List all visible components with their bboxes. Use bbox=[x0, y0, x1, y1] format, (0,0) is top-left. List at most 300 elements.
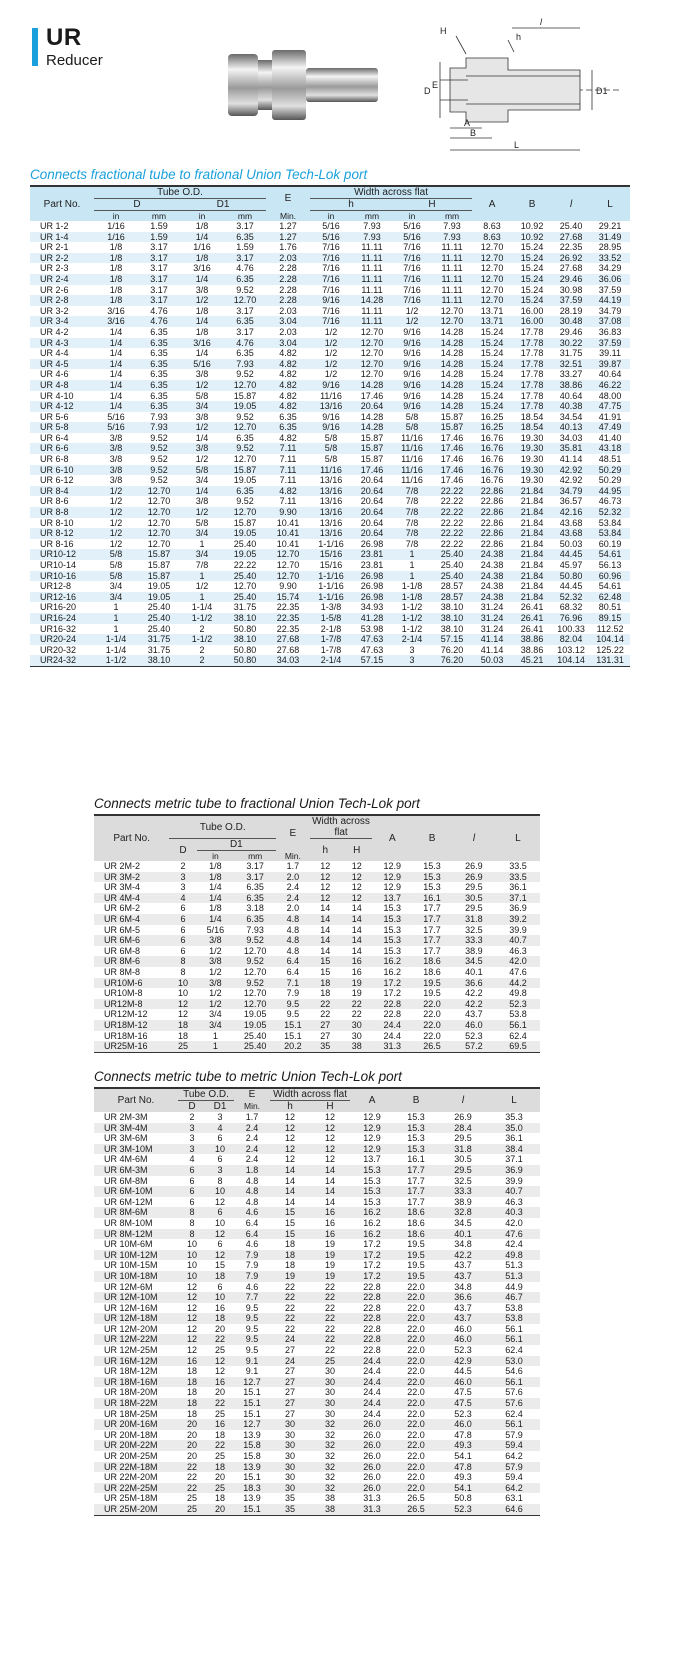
table-cell: 52.3 bbox=[452, 1031, 496, 1042]
table-cell: 11.11 bbox=[432, 263, 472, 274]
table-cell: 1/4 bbox=[180, 232, 224, 243]
table-cell: 16.1 bbox=[412, 893, 452, 904]
table-cell: 32.51 bbox=[552, 359, 590, 370]
table-cell: 4.82 bbox=[266, 433, 310, 444]
table-cell: 16.2 bbox=[350, 1207, 394, 1218]
table-cell: 10 bbox=[169, 988, 196, 999]
table-cell: 6.35 bbox=[224, 274, 266, 285]
table-cell: 19.05 bbox=[138, 592, 180, 603]
table-cell: 1/8 bbox=[180, 327, 224, 338]
table-cell: 1/8 bbox=[197, 872, 235, 883]
table-cell: 9/16 bbox=[392, 327, 432, 338]
table-cell: 1/8 bbox=[197, 903, 235, 914]
th-h-small: h bbox=[322, 844, 329, 856]
table-cell: 17.2 bbox=[372, 988, 412, 999]
table-cell: 12 bbox=[206, 1229, 234, 1240]
table-cell: 18 bbox=[206, 1493, 234, 1504]
part-number-cell: UR 2-4 bbox=[30, 274, 94, 285]
table-cell: 9.5 bbox=[276, 1009, 309, 1020]
table-cell: 6 bbox=[206, 1207, 234, 1218]
part-number-cell: UR 6-10 bbox=[30, 465, 94, 476]
table-cell: 4.82 bbox=[266, 348, 310, 359]
table-cell: 1-1/16 bbox=[310, 581, 352, 592]
table-cell: 9.1 bbox=[234, 1366, 270, 1377]
part-number-cell: UR 20M-25M bbox=[94, 1451, 178, 1462]
part-number-cell: UR 3M-2 bbox=[94, 872, 169, 883]
table-cell: 11.11 bbox=[352, 253, 392, 264]
table-cell: 8 bbox=[178, 1229, 206, 1240]
table-row bbox=[94, 1366, 540, 1377]
table-cell: 12.7 bbox=[234, 1419, 270, 1430]
table-cell: 22 bbox=[206, 1440, 234, 1451]
table-cell: 10 bbox=[178, 1250, 206, 1261]
table-cell: 39.2 bbox=[496, 914, 540, 925]
table-cell: 26.5 bbox=[412, 1041, 452, 1052]
table-row bbox=[94, 1250, 540, 1261]
table-cell: 2.4 bbox=[234, 1154, 270, 1165]
part-number-cell: UR 6M-3M bbox=[94, 1165, 178, 1176]
table-cell: 1-3/8 bbox=[310, 602, 352, 613]
table-cell: 25.40 bbox=[552, 221, 590, 232]
table-cell: 6.4 bbox=[276, 956, 309, 967]
part-number-cell: UR25M-16 bbox=[94, 1041, 169, 1052]
table-cell: 15.3 bbox=[394, 1112, 438, 1123]
table-cell: 12.70 bbox=[224, 581, 266, 592]
table-cell: 13/16 bbox=[310, 496, 352, 507]
table-cell: 1 bbox=[94, 613, 138, 624]
table-cell: 22 bbox=[206, 1334, 234, 1345]
table-cell: 3.17 bbox=[138, 263, 180, 274]
table-cell: 22.35 bbox=[266, 624, 310, 635]
table-cell: 24.4 bbox=[350, 1356, 394, 1367]
label-H: H bbox=[440, 26, 447, 36]
part-number-cell: UR18M-16 bbox=[94, 1031, 169, 1042]
table-cell: 47.5 bbox=[438, 1398, 488, 1409]
table-row bbox=[94, 1345, 540, 1356]
table-cell: 20.64 bbox=[352, 507, 392, 518]
table-cell: 11.11 bbox=[352, 285, 392, 296]
table-cell: 1-1/4 bbox=[94, 634, 138, 645]
table-cell: 17.46 bbox=[352, 465, 392, 476]
table-cell: 6.35 bbox=[138, 391, 180, 402]
table-cell: 15 bbox=[310, 956, 341, 967]
table-cell: 15.3 bbox=[350, 1186, 394, 1197]
table-cell: 31.75 bbox=[138, 634, 180, 645]
table-cell: 16.2 bbox=[372, 956, 412, 967]
th-e: E bbox=[289, 827, 297, 839]
table-cell: 25 bbox=[206, 1483, 234, 1494]
table-row bbox=[94, 925, 540, 936]
th-unit: mm bbox=[364, 211, 380, 221]
table-cell: 9.52 bbox=[138, 433, 180, 444]
product-code: UR bbox=[46, 24, 82, 51]
table-cell: 19 bbox=[310, 1239, 350, 1250]
table-row bbox=[30, 645, 630, 656]
table-cell: 44.9 bbox=[488, 1282, 540, 1293]
table-cell: 1 bbox=[180, 571, 224, 582]
table-cell: 7/8 bbox=[392, 539, 432, 550]
part-number-cell: UR 2-8 bbox=[30, 295, 94, 306]
table-row bbox=[94, 1239, 540, 1250]
th-l-large: L bbox=[607, 198, 613, 210]
table-cell: 22.22 bbox=[432, 539, 472, 550]
table-cell: 17.78 bbox=[512, 401, 552, 412]
table-cell: 40.1 bbox=[452, 967, 496, 978]
table-cell: 14.28 bbox=[432, 348, 472, 359]
part-number-cell: UR 8-4 bbox=[30, 486, 94, 497]
table-cell: 30 bbox=[270, 1440, 310, 1451]
table-cell: 10.41 bbox=[266, 518, 310, 529]
table-cell: 62.4 bbox=[488, 1345, 540, 1356]
table-cell: 17.46 bbox=[432, 443, 472, 454]
table-cell: 15.24 bbox=[472, 380, 512, 391]
table-cell: 22.22 bbox=[432, 486, 472, 497]
table-cell: 14 bbox=[310, 1176, 350, 1187]
table-cell: 21.84 bbox=[512, 539, 552, 550]
table-cell: 9.5 bbox=[234, 1313, 270, 1324]
part-number-cell: UR10M-8 bbox=[94, 988, 169, 999]
table-cell: 17.2 bbox=[350, 1271, 394, 1282]
table-cell: 9.5 bbox=[234, 1324, 270, 1335]
table-cell: 43.7 bbox=[438, 1313, 488, 1324]
table-row bbox=[30, 433, 630, 444]
part-number-cell: UR 8-16 bbox=[30, 539, 94, 550]
table-cell: 20 bbox=[178, 1451, 206, 1462]
table-cell: 11.11 bbox=[432, 295, 472, 306]
table-cell: 18 bbox=[178, 1366, 206, 1377]
table-cell: 103.12 bbox=[552, 645, 590, 656]
table-row bbox=[30, 602, 630, 613]
table-cell: 18.3 bbox=[234, 1483, 270, 1494]
table-cell: 104.14 bbox=[552, 655, 590, 666]
table-cell: 28.57 bbox=[432, 581, 472, 592]
table-cell: 56.1 bbox=[488, 1334, 540, 1345]
table-cell: 54.6 bbox=[488, 1366, 540, 1377]
th-unit: mm bbox=[444, 211, 460, 221]
part-number-cell: UR 3-2 bbox=[30, 306, 94, 317]
table-row bbox=[94, 1133, 540, 1144]
table-cell: 28.57 bbox=[432, 592, 472, 603]
table-cell: 32 bbox=[310, 1483, 350, 1494]
table-cell: 14.28 bbox=[352, 412, 392, 423]
table-cell: 12 bbox=[310, 1112, 350, 1123]
table-cell: 1-1/4 bbox=[94, 645, 138, 656]
table-cell: 25 bbox=[178, 1504, 206, 1515]
table-cell: 3/16 bbox=[94, 306, 138, 317]
table-cell: 14.28 bbox=[432, 338, 472, 349]
table-cell: 32 bbox=[310, 1430, 350, 1441]
table-row bbox=[30, 338, 630, 349]
table-cell: 5/8 bbox=[180, 465, 224, 476]
table-cell: 10.92 bbox=[512, 232, 552, 243]
table-cell: 2.0 bbox=[276, 872, 309, 883]
table-cell: 15.24 bbox=[512, 253, 552, 264]
table-cell: 38.10 bbox=[432, 613, 472, 624]
th-a: A bbox=[488, 198, 496, 210]
table-cell: 24 bbox=[270, 1356, 310, 1367]
table-cell: 30.48 bbox=[552, 316, 590, 327]
table-cell: 12 bbox=[310, 893, 341, 904]
table-cell: 7.9 bbox=[234, 1260, 270, 1271]
table-cell: 17.7 bbox=[412, 903, 452, 914]
table-cell: 12.70 bbox=[266, 571, 310, 582]
table-cell: 22 bbox=[310, 1282, 350, 1293]
table-cell: 22 bbox=[206, 1398, 234, 1409]
table-cell: 76.20 bbox=[432, 645, 472, 656]
table-cell: 4.8 bbox=[234, 1186, 270, 1197]
table-cell: 16 bbox=[341, 967, 372, 978]
table-cell: 18.6 bbox=[412, 956, 452, 967]
table-cell: 1/16 bbox=[180, 242, 224, 253]
table-cell: 38 bbox=[341, 1041, 372, 1052]
table-cell: 9/16 bbox=[392, 338, 432, 349]
table-cell: 10 bbox=[178, 1260, 206, 1271]
th-part-no: Part No. bbox=[117, 1095, 155, 1106]
table-cell: 31.49 bbox=[590, 232, 630, 243]
table-cell: 30.22 bbox=[552, 338, 590, 349]
table-cell: 1 bbox=[94, 602, 138, 613]
table-cell: 38.10 bbox=[224, 634, 266, 645]
table-cell: 13/16 bbox=[310, 507, 352, 518]
table-cell: 1/2 bbox=[180, 507, 224, 518]
table-cell: 9.52 bbox=[234, 935, 276, 946]
part-number-cell: UR 6M-8M bbox=[94, 1176, 178, 1187]
part-number-cell: UR 18M-20M bbox=[94, 1387, 178, 1398]
part-number-cell: UR 18M-25M bbox=[94, 1409, 178, 1420]
table-cell: 51.3 bbox=[488, 1260, 540, 1271]
table-cell: 35.0 bbox=[488, 1123, 540, 1134]
table-cell: 22.8 bbox=[350, 1282, 394, 1293]
table-cell: 1/2 bbox=[197, 946, 235, 957]
table-cell: 16.1 bbox=[394, 1154, 438, 1165]
table-row bbox=[94, 1334, 540, 1345]
table-cell: 5/8 bbox=[392, 412, 432, 423]
part-number-cell: UR 4-10 bbox=[30, 391, 94, 402]
table-cell: 6 bbox=[169, 903, 196, 914]
table-cell: 7.11 bbox=[266, 454, 310, 465]
table-cell: 34.79 bbox=[590, 306, 630, 317]
table-cell: 15.1 bbox=[234, 1504, 270, 1515]
table-cell: 1/4 bbox=[197, 882, 235, 893]
table-cell: 25.40 bbox=[138, 613, 180, 624]
table-cell: 18.6 bbox=[394, 1207, 438, 1218]
table-cell: 12 bbox=[178, 1282, 206, 1293]
th-width-across-flat: Width across flat bbox=[310, 186, 472, 199]
part-number-cell: UR 20M-16M bbox=[94, 1419, 178, 1430]
th-part-no: Part No. bbox=[113, 833, 151, 844]
table-cell: 1.76 bbox=[266, 242, 310, 253]
part-number-cell: UR 12M-10M bbox=[94, 1292, 178, 1303]
table-cell: 1.7 bbox=[234, 1112, 270, 1123]
table-cell: 1 bbox=[197, 1031, 235, 1042]
table-cell: 27.68 bbox=[552, 263, 590, 274]
part-number-cell: UR16-24 bbox=[30, 613, 94, 624]
table-cell: 6.4 bbox=[276, 967, 309, 978]
table-cell: 5/16 bbox=[180, 359, 224, 370]
table-cell: 26.9 bbox=[452, 861, 496, 872]
th-unit: in bbox=[408, 211, 416, 221]
table-cell: 3.17 bbox=[224, 221, 266, 232]
reducer-photo bbox=[228, 40, 378, 130]
table-cell: 27.68 bbox=[552, 232, 590, 243]
table-row bbox=[30, 465, 630, 476]
table-row bbox=[30, 549, 630, 560]
table-cell: 9/16 bbox=[392, 391, 432, 402]
table-cell: 24 bbox=[270, 1334, 310, 1345]
table-cell: 19.05 bbox=[224, 528, 266, 539]
part-number-cell: UR 20M-22M bbox=[94, 1440, 178, 1451]
table-cell: 3/4 bbox=[197, 1020, 235, 1031]
table-cell: 12 bbox=[206, 1197, 234, 1208]
table-cell: 31.75 bbox=[224, 602, 266, 613]
table-cell: 1/2 bbox=[94, 539, 138, 550]
table-cell: 4.76 bbox=[138, 306, 180, 317]
table-row bbox=[94, 999, 540, 1010]
table-cell: 6.35 bbox=[138, 348, 180, 359]
table-row bbox=[30, 518, 630, 529]
table-row bbox=[30, 327, 630, 338]
table-cell: 56.1 bbox=[488, 1377, 540, 1388]
table-cell: 12 bbox=[310, 1133, 350, 1144]
table-cell: 18 bbox=[178, 1398, 206, 1409]
table-cell: 7/16 bbox=[392, 253, 432, 264]
table-cell: 1/2 bbox=[392, 306, 432, 317]
table-cell: 12.70 bbox=[138, 507, 180, 518]
table-cell: 30 bbox=[270, 1419, 310, 1430]
table-cell: 76.20 bbox=[432, 655, 472, 666]
table-cell: 7.93 bbox=[224, 359, 266, 370]
table-cell: 15.24 bbox=[472, 401, 512, 412]
table-cell: 26.41 bbox=[512, 602, 552, 613]
table-cell: 50.03 bbox=[552, 539, 590, 550]
th-h-large: H bbox=[392, 199, 472, 211]
table-cell: 33.3 bbox=[438, 1186, 488, 1197]
table-cell: 22.8 bbox=[350, 1303, 394, 1314]
table-cell: 31.3 bbox=[350, 1493, 394, 1504]
table-cell: 7/8 bbox=[392, 496, 432, 507]
table-cell: 36.9 bbox=[496, 903, 540, 914]
table-cell: 30 bbox=[310, 1398, 350, 1409]
table-row bbox=[94, 1282, 540, 1293]
table-cell: 17.78 bbox=[512, 348, 552, 359]
table-cell: 4.8 bbox=[276, 946, 309, 957]
table-cell: 12.70 bbox=[138, 539, 180, 550]
table-cell: 9.1 bbox=[234, 1356, 270, 1367]
table-cell: 1.27 bbox=[266, 221, 310, 232]
table-cell: 6 bbox=[178, 1176, 206, 1187]
part-number-cell: UR 10M-18M bbox=[94, 1271, 178, 1282]
part-number-cell: UR20-24 bbox=[30, 634, 94, 645]
part-number-cell: UR18M-12 bbox=[94, 1020, 169, 1031]
table-cell: 20 bbox=[178, 1430, 206, 1441]
table-cell: 7/8 bbox=[392, 528, 432, 539]
table-cell: 1/8 bbox=[180, 253, 224, 264]
table-cell: 17.2 bbox=[350, 1250, 394, 1261]
th-h-large: H bbox=[353, 844, 361, 856]
table-cell: 36.1 bbox=[488, 1133, 540, 1144]
table1-title: Connects fractional tube to frational Union Tech-Lok port bbox=[30, 167, 368, 182]
table-cell: 34.03 bbox=[266, 655, 310, 666]
table-cell: 15.3 bbox=[412, 861, 452, 872]
part-number-cell: UR 8M-6 bbox=[94, 956, 169, 967]
table-cell: 17.7 bbox=[394, 1197, 438, 1208]
table-cell: 3 bbox=[392, 655, 432, 666]
part-number-cell: UR 8-6 bbox=[30, 496, 94, 507]
table-cell: 11/16 bbox=[392, 465, 432, 476]
table-cell: 14.28 bbox=[352, 295, 392, 306]
part-number-cell: UR12M-12 bbox=[94, 1009, 169, 1020]
table-cell: 14 bbox=[270, 1176, 310, 1187]
table-cell: 42.16 bbox=[552, 507, 590, 518]
part-number-cell: UR10-12 bbox=[30, 549, 94, 560]
table-cell: 14.28 bbox=[352, 422, 392, 433]
th-width-across-flat: Width across flat bbox=[270, 1088, 350, 1101]
table-cell: 33.27 bbox=[552, 369, 590, 380]
table-cell: 22 bbox=[310, 1313, 350, 1324]
table-cell: 24.4 bbox=[372, 1031, 412, 1042]
label-L: L bbox=[514, 140, 520, 150]
table-cell: 12.9 bbox=[372, 882, 412, 893]
table-cell: 11.11 bbox=[352, 306, 392, 317]
table-cell: 12 bbox=[178, 1313, 206, 1324]
table-cell: 3.17 bbox=[138, 253, 180, 264]
table-cell: 6 bbox=[169, 914, 196, 925]
table-cell: 38.86 bbox=[512, 634, 552, 645]
table-cell: 30 bbox=[341, 1031, 372, 1042]
table-row bbox=[94, 1398, 540, 1409]
part-number-cell: UR 16M-12M bbox=[94, 1356, 178, 1367]
table-cell: 26.98 bbox=[352, 581, 392, 592]
table-cell: 19.5 bbox=[394, 1250, 438, 1261]
table-cell: 69.5 bbox=[496, 1041, 540, 1052]
table-cell: 36.1 bbox=[496, 882, 540, 893]
table-cell: 22.35 bbox=[266, 613, 310, 624]
table-row bbox=[30, 560, 630, 571]
table-cell: 6.4 bbox=[234, 1229, 270, 1240]
table-cell: 16.76 bbox=[472, 454, 512, 465]
table-cell: 17.46 bbox=[432, 433, 472, 444]
table-cell: 14.28 bbox=[432, 401, 472, 412]
table-cell: 17.7 bbox=[412, 946, 452, 957]
table-cell: 15.24 bbox=[512, 263, 552, 274]
table-cell: 15.3 bbox=[394, 1144, 438, 1155]
table-cell: 50.29 bbox=[590, 465, 630, 476]
table-cell: 7/8 bbox=[180, 560, 224, 571]
table-cell: 3/16 bbox=[180, 263, 224, 274]
table-cell: 18 bbox=[310, 978, 341, 989]
table-cell: 64.6 bbox=[488, 1504, 540, 1515]
table-cell: 9.52 bbox=[138, 465, 180, 476]
table-cell: 12 bbox=[341, 872, 372, 883]
table-cell: 25.40 bbox=[234, 1041, 276, 1052]
table-cell: 25.40 bbox=[224, 571, 266, 582]
table-cell: 36.83 bbox=[590, 327, 630, 338]
table-row bbox=[94, 861, 540, 872]
table-cell: 5/8 bbox=[392, 422, 432, 433]
part-number-cell: UR 4-4 bbox=[30, 348, 94, 359]
table-cell: 12.70 bbox=[224, 295, 266, 306]
table-cell: 4.6 bbox=[234, 1282, 270, 1293]
table-row bbox=[94, 1218, 540, 1229]
table-cell: 42.0 bbox=[496, 956, 540, 967]
table-cell: 22 bbox=[178, 1462, 206, 1473]
table-cell: 18.54 bbox=[512, 422, 552, 433]
table-cell: 9.52 bbox=[234, 978, 276, 989]
table-cell: 2.03 bbox=[266, 306, 310, 317]
part-number-cell: UR 22M-18M bbox=[94, 1462, 178, 1473]
table-cell: 3.17 bbox=[138, 274, 180, 285]
table-cell: 14.28 bbox=[432, 380, 472, 391]
